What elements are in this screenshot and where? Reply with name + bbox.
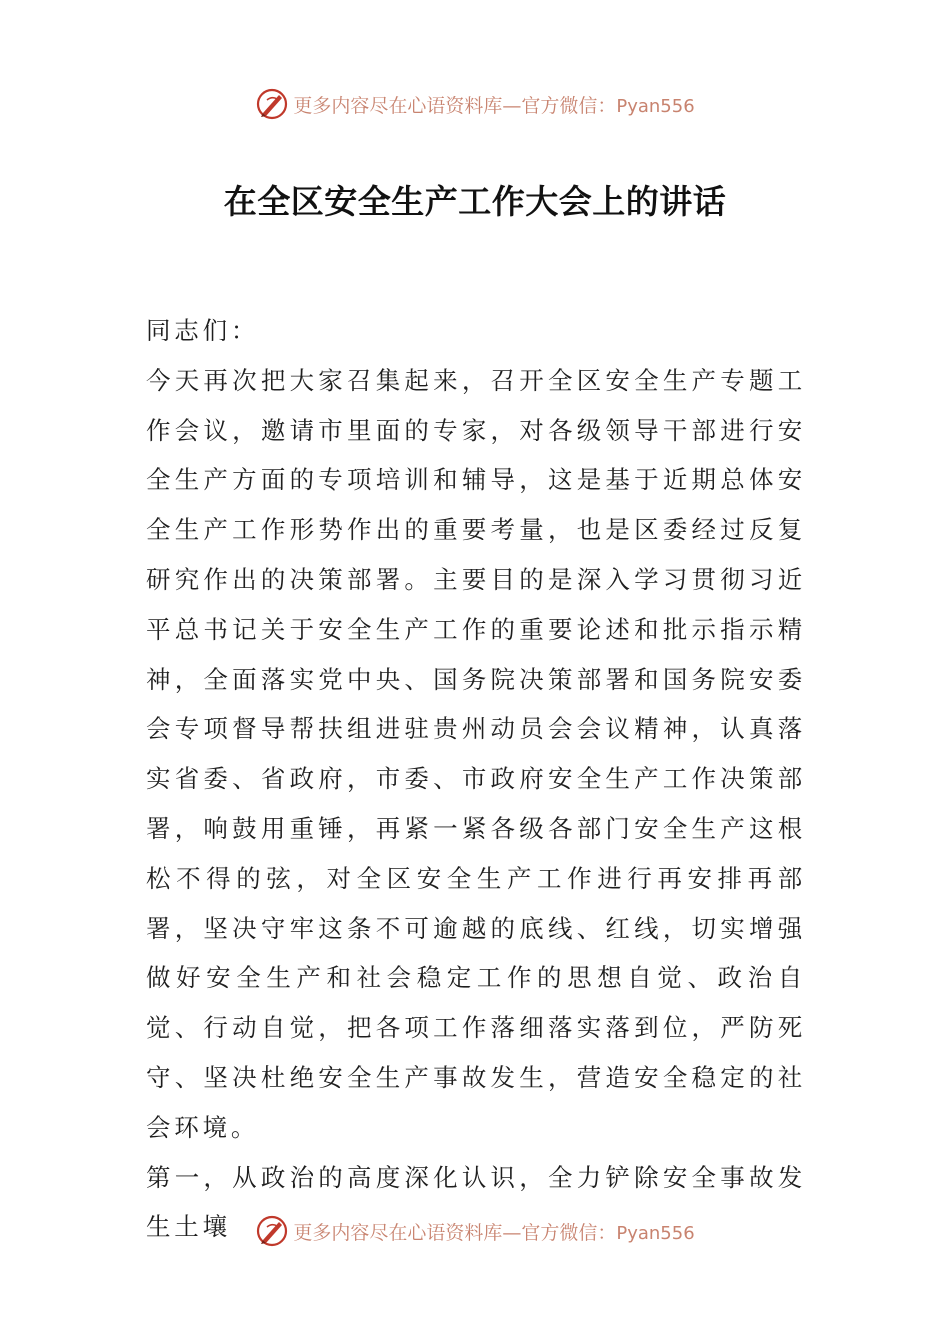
header-watermark xyxy=(0,84,950,124)
pen-logo-icon xyxy=(255,1214,289,1248)
pen-logo-icon xyxy=(255,87,289,121)
footer-watermark xyxy=(0,1211,950,1251)
salutation: 同志们： xyxy=(146,316,260,345)
section-heading: 第一，从政治的高度深化认识，全力铲除安全事故发生土壤 xyxy=(146,1162,806,1242)
document-body xyxy=(146,306,806,1252)
document-title: 在全区安全生产工作大会上的讲话 xyxy=(223,182,727,221)
watermark-text: 更多内容尽在心语资料库—官方微信：Pyan556 xyxy=(293,1221,695,1244)
body-paragraph: 今天再次把大家召集起来，召开全区安全生产专题工作会议，邀请市里面的专家，对各级领导干部进行安全生产方面的专项培训和辅导，这是基于近期总体安全生产工作形势作出的重要考量，也是区委经过反复研究作出的决策部署。主要目的是深入学习贯彻习近平总书记关于安全生产工作的重要论述和批示指示精神，全面落实党中央、国务院决策部署和国务院安委会专项督导帮扶组进驻贵州动员会会议精神，认真落实省委、省政府，市委、市政府安全生产工作决策部署，响鼓用重锤，再紧一紧各级各部门安全生产这根松不得的弦，对全区安全生产工作进行再安排再部署，坚决守牢这条不可逾越的底线、红线，切实增强做好安全生产和社会稳定工作的思想自觉、政治自觉、行动自觉，把各项工作落细落实落到位，严防死守、坚决杜绝安全生产事故发生，营造安全稳定的社会环境。 xyxy=(146,365,806,1142)
watermark-text: 更多内容尽在心语资料库—官方微信：Pyan556 xyxy=(293,94,695,117)
